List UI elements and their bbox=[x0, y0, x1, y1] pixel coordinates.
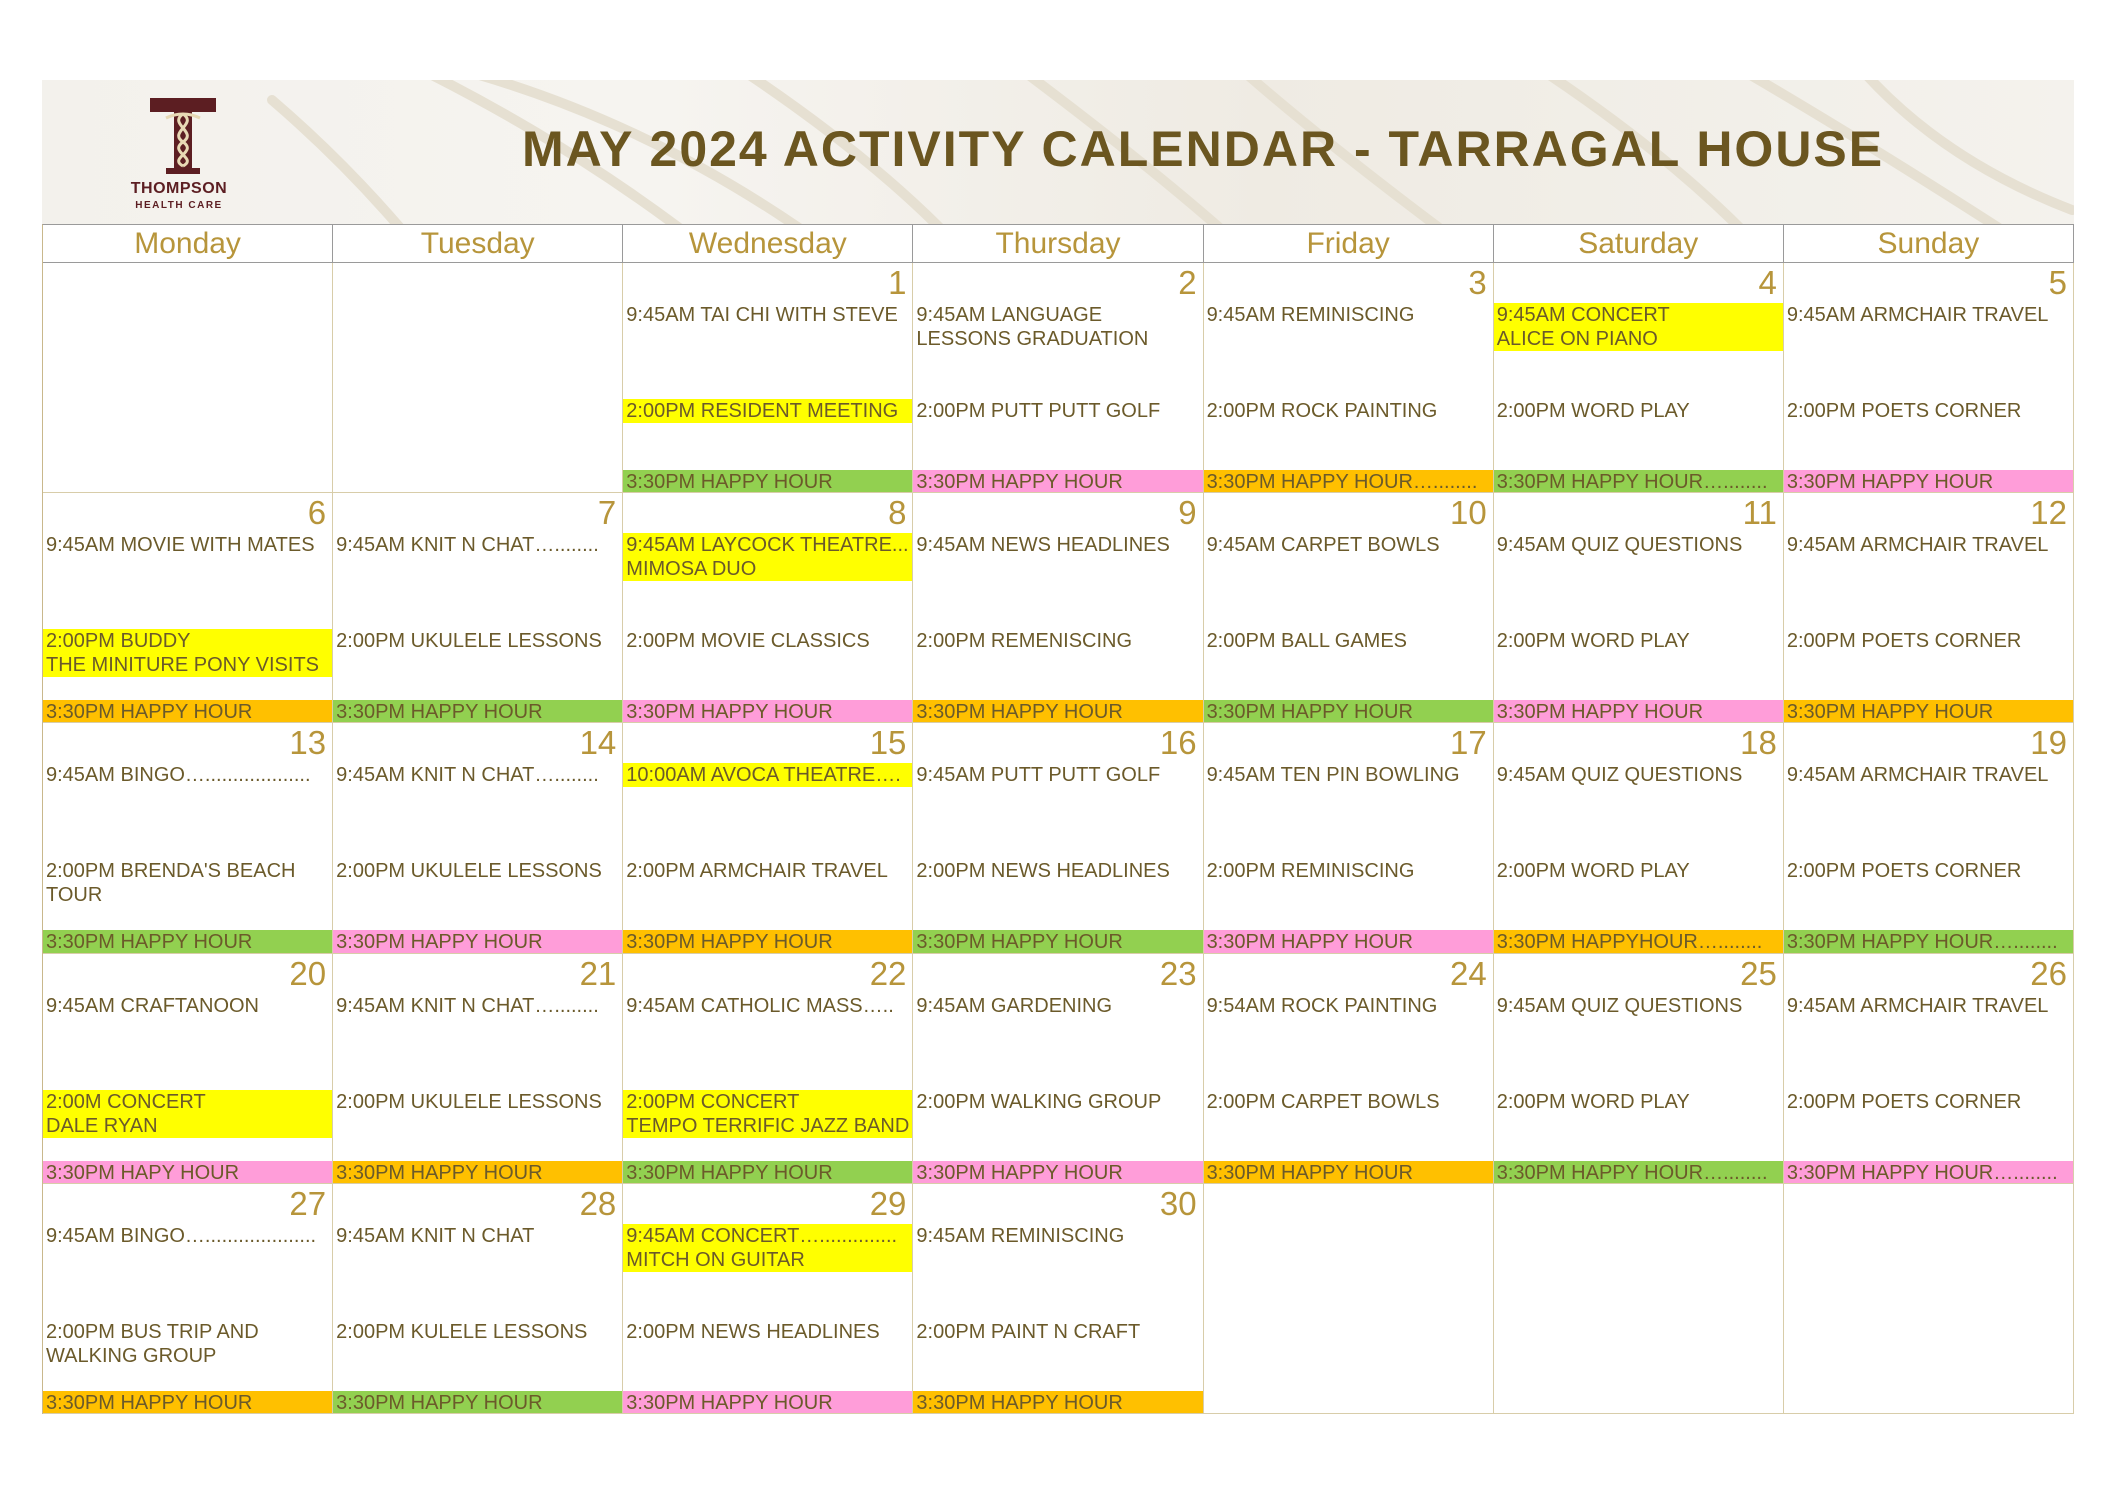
activity-hh bbox=[913, 930, 1202, 953]
activity-line: 2:00PM REMENISCING bbox=[916, 630, 1133, 653]
activity-line: 3:30PM HAPPY HOUR…........ bbox=[1206, 471, 1478, 493]
activity-am bbox=[913, 1224, 1202, 1248]
activity-line: 2:00PM MOVIE CLASSICS bbox=[626, 630, 870, 653]
activity-am bbox=[333, 533, 622, 557]
day-number: 6 bbox=[307, 494, 327, 532]
activity-line: 2:00PM CONCERT bbox=[626, 1090, 800, 1113]
weekday-header: Tuesday bbox=[333, 225, 623, 263]
activity-line: 9:45AM PUTT PUTT GOLF bbox=[916, 764, 1161, 787]
activity-line: 9:45AM BINGO….................... bbox=[46, 1224, 317, 1247]
day-number: 22 bbox=[869, 954, 907, 992]
activity-line: WALKING GROUP bbox=[46, 1344, 217, 1367]
activity-pm bbox=[1204, 629, 1493, 653]
activity-hh bbox=[913, 700, 1202, 723]
activity-pm bbox=[43, 1090, 332, 1138]
activity-line: 9:45AM ARMCHAIR TRAVEL bbox=[1786, 994, 2049, 1017]
day-cell bbox=[1204, 1184, 1494, 1414]
day-cell bbox=[1784, 1184, 2074, 1414]
day-number: 20 bbox=[289, 954, 327, 992]
activity-line: 9:45AM BINGO…................... bbox=[46, 764, 311, 787]
day-cell bbox=[43, 954, 333, 1184]
activity-line: 2:00PM PUTT PUTT GOLF bbox=[916, 400, 1161, 422]
day-cell bbox=[623, 1184, 913, 1414]
activity-pm bbox=[913, 1090, 1202, 1114]
day-cell bbox=[1784, 493, 2074, 723]
logo-brand-name: THOMPSON bbox=[130, 180, 228, 197]
day-cell bbox=[1494, 954, 1784, 1184]
day-number: 8 bbox=[888, 494, 907, 532]
activity-line: 2:00PM WORD PLAY bbox=[1496, 860, 1690, 883]
activity-line: 2:00PM ARMCHAIR TRAVEL bbox=[626, 860, 888, 883]
day-cell bbox=[913, 723, 1203, 953]
calendar-grid bbox=[42, 224, 2074, 1414]
activity-hh bbox=[1204, 470, 1493, 493]
activity-line: 9:45AM KNIT N CHAT…........ bbox=[336, 994, 599, 1017]
activity-pm bbox=[623, 1090, 912, 1138]
activity-hh bbox=[1494, 930, 1783, 953]
day-number: 30 bbox=[1159, 1184, 1197, 1222]
activity-hh bbox=[333, 930, 622, 953]
day-cell bbox=[1784, 723, 2074, 953]
day-number: 19 bbox=[2030, 724, 2067, 762]
activity-pm bbox=[623, 1320, 912, 1344]
activity-line: 9:45AM REMINISCING bbox=[1206, 304, 1415, 326]
activity-line: 9:45AM QUIZ QUESTIONS bbox=[1496, 994, 1743, 1017]
activity-hh bbox=[43, 930, 332, 953]
activity-line: 3:30PM HAPPY HOUR bbox=[336, 1161, 543, 1184]
activity-line: 9:45AM KNIT N CHAT…........ bbox=[336, 764, 599, 787]
activity-line: 2:00PM KULELE LESSONS bbox=[336, 1320, 588, 1343]
day-cell bbox=[333, 263, 623, 493]
day-cell bbox=[1204, 723, 1494, 953]
activity-line: 2:00PM POETS CORNER bbox=[1786, 400, 2022, 422]
day-cell bbox=[333, 954, 623, 1184]
activity-line: THE MINITURE PONY VISITS bbox=[46, 654, 319, 677]
activity-am bbox=[1494, 303, 1783, 351]
activity-pm bbox=[1494, 399, 1783, 423]
day-number: 16 bbox=[1159, 724, 1197, 762]
activity-am bbox=[333, 994, 622, 1018]
activity-am bbox=[1494, 533, 1783, 557]
activity-hh bbox=[1204, 1161, 1493, 1184]
day-number: 11 bbox=[1742, 494, 1777, 532]
activity-line: 3:30PM HAPPY HOUR bbox=[336, 931, 543, 954]
activity-pm bbox=[333, 1320, 622, 1344]
day-cell bbox=[623, 493, 913, 723]
activity-hh bbox=[1784, 470, 2073, 493]
activity-am bbox=[333, 1224, 622, 1248]
activity-line: 3:30PM HAPPY HOUR bbox=[336, 701, 543, 724]
logo-subtitle: HEALTH CARE bbox=[135, 200, 223, 211]
activity-line: 3:30PM HAPPY HOUR bbox=[626, 1391, 833, 1414]
activity-line: MIMOSA DUO bbox=[626, 558, 757, 581]
activity-am bbox=[623, 994, 912, 1018]
activity-hh bbox=[623, 470, 912, 493]
activity-line: 2:00PM NEWS HEADLINES bbox=[916, 860, 1170, 883]
activity-line: 3:30PM HAPPY HOUR bbox=[626, 471, 833, 493]
activity-line: LESSONS GRADUATION bbox=[916, 328, 1149, 350]
day-cell bbox=[43, 493, 333, 723]
activity-hh bbox=[43, 1161, 332, 1184]
activity-hh bbox=[333, 1391, 622, 1414]
activity-am bbox=[913, 303, 1202, 351]
activity-pm bbox=[1494, 629, 1783, 653]
activity-line: 9:45AM GARDENING bbox=[916, 994, 1113, 1017]
activity-line: ALICE ON PIANO bbox=[1496, 328, 1658, 350]
activity-line: 2:00PM CARPET BOWLS bbox=[1206, 1090, 1440, 1113]
activity-hh bbox=[913, 1161, 1202, 1184]
activity-hh bbox=[1204, 700, 1493, 723]
day-cell bbox=[913, 493, 1203, 723]
activity-am bbox=[913, 994, 1202, 1018]
weekday-header: Friday bbox=[1204, 225, 1494, 263]
activity-hh bbox=[43, 700, 332, 723]
activity-line: 2:00PM RESIDENT MEETING bbox=[626, 400, 899, 422]
activity-hh bbox=[333, 1161, 622, 1184]
activity-pm bbox=[1204, 399, 1493, 423]
activity-line: 3:30PM HAPPY HOUR bbox=[46, 1391, 253, 1414]
activity-hh bbox=[1784, 1161, 2073, 1184]
activity-line: 3:30PM HAPY HOUR bbox=[46, 1161, 240, 1184]
activity-am bbox=[1494, 763, 1783, 787]
activity-am bbox=[43, 1224, 332, 1248]
activity-am bbox=[1204, 994, 1493, 1018]
activity-line: 2:00PM POETS CORNER bbox=[1786, 1090, 2022, 1113]
activity-line: 3:30PM HAPPY HOUR…........ bbox=[1786, 1161, 2058, 1184]
day-cell bbox=[623, 954, 913, 1184]
activity-am bbox=[913, 533, 1202, 557]
day-number: 13 bbox=[289, 724, 327, 762]
thompson-logo bbox=[114, 96, 244, 216]
activity-line: 9:45AM LANGUAGE bbox=[916, 304, 1103, 326]
day-number: 27 bbox=[289, 1184, 327, 1222]
activity-pm bbox=[913, 1320, 1202, 1344]
activity-pm bbox=[913, 859, 1202, 883]
day-cell bbox=[913, 1184, 1203, 1414]
activity-line: 9:45AM CONCERT bbox=[1496, 304, 1670, 326]
day-cell bbox=[623, 263, 913, 493]
activity-hh bbox=[1494, 470, 1783, 493]
day-number: 17 bbox=[1449, 724, 1487, 762]
activity-hh bbox=[913, 1391, 1202, 1414]
activity-am bbox=[913, 763, 1202, 787]
activity-line: TEMPO TERRIFIC JAZZ BAND bbox=[626, 1114, 910, 1137]
activity-line: 3:30PM HAPPY HOUR bbox=[46, 931, 253, 954]
activity-line: 3:30PM HAPPY HOUR bbox=[626, 701, 833, 724]
activity-pm bbox=[1784, 1090, 2073, 1114]
activity-line: 3:30PM HAPPY HOUR bbox=[1206, 701, 1413, 724]
day-number: 10 bbox=[1449, 494, 1487, 532]
activity-line: 9:45AM CARPET BOWLS bbox=[1206, 534, 1440, 557]
activity-line: 9:45AM KNIT N CHAT bbox=[336, 1224, 535, 1247]
activity-hh bbox=[913, 470, 1202, 493]
day-number: 14 bbox=[579, 724, 617, 762]
activity-hh bbox=[623, 700, 912, 723]
activity-line: 2:00PM PAINT N CRAFT bbox=[916, 1320, 1141, 1343]
activity-line: 9:45AM ARMCHAIR TRAVEL bbox=[1786, 534, 2049, 557]
activity-pm bbox=[623, 399, 912, 423]
activity-line: 10:00AM AVOCA THEATRE…. bbox=[626, 764, 901, 787]
activity-hh bbox=[1494, 700, 1783, 723]
activity-line: 9:45AM QUIZ QUESTIONS bbox=[1496, 764, 1743, 787]
day-cell bbox=[43, 263, 333, 493]
activity-line: 2:00PM REMINISCING bbox=[1206, 860, 1415, 883]
activity-line: 3:30PM HAPPY HOUR bbox=[1786, 471, 1994, 493]
activity-line: 9:45AM NEWS HEADLINES bbox=[916, 534, 1170, 557]
activity-hh bbox=[1494, 1161, 1783, 1184]
day-number: 1 bbox=[888, 264, 907, 301]
activity-line: 2:00PM BRENDA'S BEACH bbox=[46, 860, 296, 883]
activity-am bbox=[623, 303, 912, 327]
activity-line: 2:00PM POETS CORNER bbox=[1786, 630, 2022, 653]
activity-line: 9:45AM CONCERT….............. bbox=[626, 1224, 898, 1247]
activity-line: 2:00PM BALL GAMES bbox=[1206, 630, 1408, 653]
activity-line: 3:30PM HAPPY HOUR bbox=[916, 931, 1123, 954]
activity-line: 2:00PM WORD PLAY bbox=[1496, 630, 1690, 653]
activity-pm bbox=[623, 629, 912, 653]
activity-pm bbox=[1784, 399, 2073, 423]
activity-am bbox=[1784, 533, 2073, 557]
day-cell bbox=[1204, 493, 1494, 723]
activity-am bbox=[623, 1224, 912, 1272]
activity-line: 3:30PM HAPPY HOUR bbox=[916, 1391, 1123, 1414]
activity-pm bbox=[333, 859, 622, 883]
activity-am bbox=[623, 533, 912, 581]
day-cell bbox=[1784, 263, 2074, 493]
activity-pm bbox=[1204, 1090, 1493, 1114]
activity-line: 3:30PM HAPPY HOUR…........ bbox=[1496, 471, 1768, 493]
activity-am bbox=[43, 994, 332, 1018]
activity-am bbox=[1784, 994, 2073, 1018]
activity-line: 3:30PM HAPPY HOUR…........ bbox=[1496, 1161, 1768, 1184]
day-cell bbox=[1204, 954, 1494, 1184]
activity-line: 9:45AM LAYCOCK THEATRE... bbox=[626, 534, 909, 557]
activity-hh bbox=[623, 1391, 912, 1414]
activity-line: 3:30PM HAPPY HOUR bbox=[916, 1161, 1123, 1184]
day-number: 26 bbox=[2030, 954, 2067, 992]
day-number: 5 bbox=[2048, 264, 2067, 301]
day-cell bbox=[913, 263, 1203, 493]
day-number: 7 bbox=[597, 494, 617, 532]
activity-line: 2:00PM WALKING GROUP bbox=[916, 1090, 1162, 1113]
day-cell bbox=[43, 1184, 333, 1414]
activity-pm bbox=[1784, 629, 2073, 653]
activity-pm bbox=[1494, 1090, 1783, 1114]
activity-line: 3:30PM HAPPY HOUR bbox=[1206, 1161, 1413, 1184]
activity-hh bbox=[1784, 930, 2073, 953]
activity-line: 9:45AM KNIT N CHAT…........ bbox=[336, 534, 599, 557]
activity-line: 2:00PM WORD PLAY bbox=[1496, 1090, 1690, 1113]
activity-am bbox=[1784, 763, 2073, 787]
activity-am bbox=[43, 533, 332, 557]
activity-pm bbox=[43, 1320, 332, 1368]
activity-am bbox=[1204, 533, 1493, 557]
weekday-header: Thursday bbox=[913, 225, 1203, 263]
day-cell bbox=[1204, 263, 1494, 493]
day-cell bbox=[623, 723, 913, 953]
activity-line: 2:00PM NEWS HEADLINES bbox=[626, 1320, 880, 1343]
day-cell bbox=[1494, 1184, 1784, 1414]
activity-pm bbox=[913, 629, 1202, 653]
day-number: 29 bbox=[869, 1184, 907, 1222]
activity-am bbox=[333, 763, 622, 787]
activity-line: 9:54AM ROCK PAINTING bbox=[1206, 994, 1438, 1017]
activity-am bbox=[43, 763, 332, 787]
activity-hh bbox=[1204, 930, 1493, 953]
activity-line: 9:45AM QUIZ QUESTIONS bbox=[1496, 534, 1743, 557]
activity-line: 3:30PM HAPPYHOUR…........ bbox=[1496, 931, 1763, 954]
day-number: 12 bbox=[2030, 494, 2067, 532]
activity-line: 9:45AM CRAFTANOON bbox=[46, 994, 259, 1017]
activity-line: 2:00PM BUS TRIP AND bbox=[46, 1320, 259, 1343]
activity-pm bbox=[1494, 859, 1783, 883]
activity-line: TOUR bbox=[46, 884, 103, 907]
calendar-header bbox=[42, 80, 2074, 224]
caduceus-t-icon bbox=[148, 96, 218, 176]
activity-line: 9:45AM ARMCHAIR TRAVEL bbox=[1786, 764, 2049, 787]
activity-line: 9:45AM ARMCHAIR TRAVEL bbox=[1786, 304, 2049, 326]
day-number: 28 bbox=[579, 1184, 617, 1222]
day-number: 25 bbox=[1740, 954, 1777, 992]
activity-line: 2:00M CONCERT bbox=[46, 1090, 206, 1113]
day-cell bbox=[1784, 954, 2074, 1184]
activity-pm bbox=[913, 399, 1202, 423]
day-number: 24 bbox=[1449, 954, 1487, 992]
activity-line: 3:30PM HAPPY HOUR bbox=[1496, 701, 1704, 724]
day-number: 9 bbox=[1178, 494, 1197, 532]
day-number: 2 bbox=[1178, 264, 1197, 301]
day-number: 18 bbox=[1740, 724, 1777, 762]
weekday-header: Sunday bbox=[1784, 225, 2074, 263]
activity-line: 2:00PM UKULELE LESSONS bbox=[336, 1090, 602, 1113]
activity-line: 3:30PM HAPPY HOUR…........ bbox=[1786, 931, 2058, 954]
activity-hh bbox=[623, 930, 912, 953]
activity-line: 3:30PM HAPPY HOUR bbox=[916, 471, 1123, 493]
activity-line: 9:45AM TEN PIN BOWLING bbox=[1206, 764, 1460, 787]
day-number: 4 bbox=[1758, 264, 1777, 301]
day-cell bbox=[333, 1184, 623, 1414]
activity-line: 9:45AM REMINISCING bbox=[916, 1224, 1125, 1247]
activity-line: DALE RYAN bbox=[46, 1114, 158, 1137]
weekday-header: Wednesday bbox=[623, 225, 913, 263]
activity-line: 3:30PM HAPPY HOUR bbox=[916, 701, 1123, 724]
day-number: 15 bbox=[869, 724, 907, 762]
activity-am bbox=[623, 763, 912, 787]
activity-line: 3:30PM HAPPY HOUR bbox=[1786, 701, 1994, 724]
activity-pm bbox=[43, 859, 332, 907]
activity-line: 3:30PM HAPPY HOUR bbox=[336, 1391, 543, 1414]
day-cell bbox=[1494, 493, 1784, 723]
day-cell bbox=[333, 493, 623, 723]
activity-hh bbox=[1784, 700, 2073, 723]
activity-line: 9:45AM TAI CHI WITH STEVE bbox=[626, 304, 898, 326]
activity-hh bbox=[43, 1391, 332, 1414]
activity-line: MITCH ON GUITAR bbox=[626, 1248, 805, 1271]
activity-pm bbox=[1784, 859, 2073, 883]
day-number: 23 bbox=[1159, 954, 1197, 992]
activity-line: 2:00PM UKULELE LESSONS bbox=[336, 860, 602, 883]
activity-line: 2:00PM ROCK PAINTING bbox=[1206, 400, 1438, 422]
activity-line: 2:00PM WORD PLAY bbox=[1496, 400, 1690, 422]
activity-line: 3:30PM HAPPY HOUR bbox=[626, 1161, 833, 1184]
activity-line: 2:00PM BUDDY bbox=[46, 630, 191, 653]
activity-line: 3:30PM HAPPY HOUR bbox=[626, 931, 833, 954]
day-cell bbox=[913, 954, 1203, 1184]
activity-pm bbox=[623, 859, 912, 883]
activity-line: 3:30PM HAPPY HOUR bbox=[1206, 931, 1413, 954]
activity-pm bbox=[333, 1090, 622, 1114]
activity-hh bbox=[333, 700, 622, 723]
activity-line: 3:30PM HAPPY HOUR bbox=[46, 701, 253, 724]
day-number: 21 bbox=[579, 954, 617, 992]
activity-line: 2:00PM POETS CORNER bbox=[1786, 860, 2022, 883]
weekday-header: Saturday bbox=[1494, 225, 1784, 263]
day-cell bbox=[1494, 263, 1784, 493]
weekday-header: Monday bbox=[43, 225, 333, 263]
day-cell bbox=[43, 723, 333, 953]
page-title: MAY 2024 ACTIVITY CALENDAR - TARRAGAL HOUSE bbox=[522, 121, 1885, 177]
activity-am bbox=[1204, 303, 1493, 327]
activity-am bbox=[1494, 994, 1783, 1018]
activity-pm bbox=[1204, 859, 1493, 883]
activity-pm bbox=[333, 629, 622, 653]
activity-am bbox=[1204, 763, 1493, 787]
activity-am bbox=[1784, 303, 2073, 327]
activity-line: 2:00PM UKULELE LESSONS bbox=[336, 630, 602, 653]
activity-pm bbox=[43, 629, 332, 677]
activity-hh bbox=[623, 1161, 912, 1184]
day-number: 3 bbox=[1468, 264, 1487, 301]
day-cell bbox=[333, 723, 623, 953]
day-cell bbox=[1494, 723, 1784, 953]
activity-line: 9:45AM MOVIE WITH MATES bbox=[46, 534, 315, 557]
activity-line: 9:45AM CATHOLIC MASS….. bbox=[626, 994, 894, 1017]
